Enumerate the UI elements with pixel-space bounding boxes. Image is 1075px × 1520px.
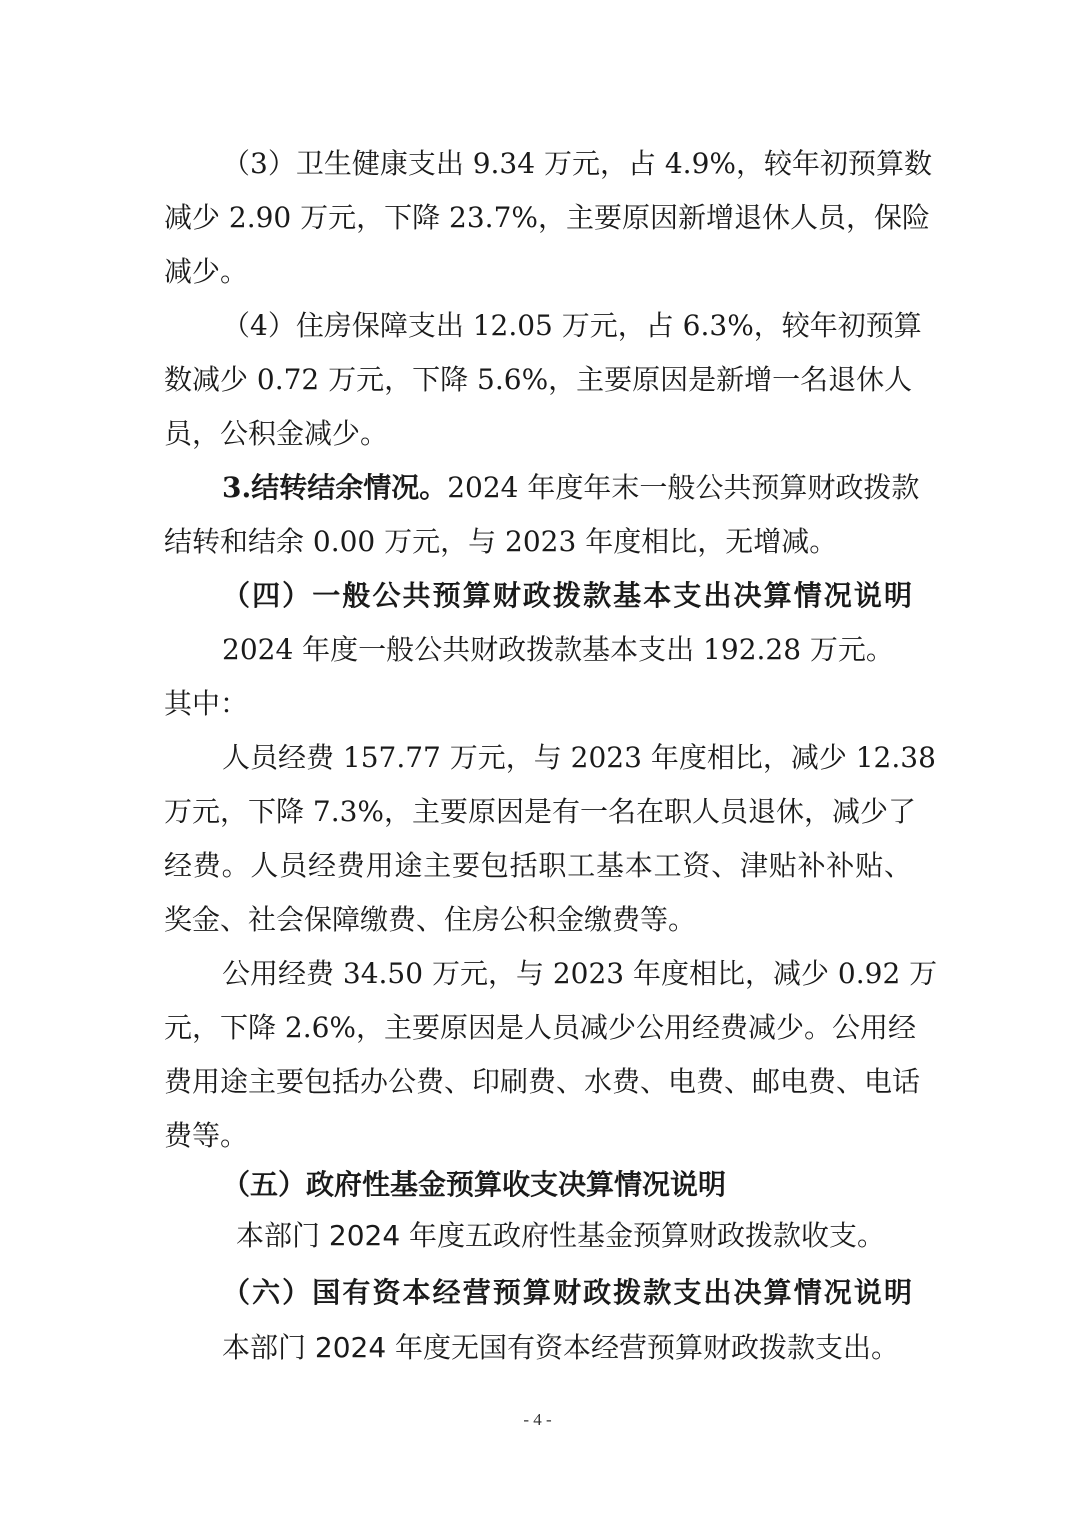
housing-expenditure-line-1: （4）住房保障支出 12.05 万元，占 6.3%，较年初预算 (222, 309, 922, 342)
housing-expenditure-line-2: 数减少 0.72 万元，下降 5.6%，主要原因是新增一名退休人 (164, 363, 913, 396)
section-six-text: 本部门 2024 年度无国有资本经营预算财政拨款支出。 (222, 1331, 900, 1364)
carryover-heading: 3.结转结余情况。 (222, 471, 448, 504)
section-six-heading: （六）国有资本经营预算财政拨款支出决算情况说明 (222, 1276, 912, 1309)
section-five-text: 本部门 2024 年度五政府性基金预算财政拨款收支。 (236, 1219, 886, 1252)
personnel-cost-line-3: 经费。人员经费用途主要包括职工基本工资、津贴补补贴、 (164, 849, 912, 882)
personnel-cost-line-1: 人员经费 157.77 万元，与 2023 年度相比，减少 12.38 (222, 741, 936, 774)
public-cost-line-3: 费用途主要包括办公费、印刷费、水费、电费、邮电费、电话 (164, 1065, 921, 1098)
basic-expenditure-total: 2024 年度一般公共财政拨款基本支出 192.28 万元。 (222, 633, 894, 666)
section-five-heading: （五）政府性基金预算收支决算情况说明 (222, 1168, 727, 1201)
basic-expenditure-among: 其中： (164, 687, 249, 720)
carryover-paragraph-line-2: 结转和结余 0.00 万元，与 2023 年度相比，无增减。 (164, 525, 838, 558)
public-cost-line-2: 元，下降 2.6%，主要原因是人员减少公用经费减少。公用经 (164, 1011, 917, 1044)
section-four-heading: （四）一般公共预算财政拨款基本支出决算情况说明 (222, 579, 912, 612)
health-expenditure-line-1: （3）卫生健康支出 9.34 万元，占 4.9%，较年初预算数 (222, 147, 932, 180)
housing-expenditure-line-3: 员，公积金减少。 (164, 417, 389, 450)
public-cost-line-4: 费等。 (164, 1119, 249, 1152)
personnel-cost-line-4: 奖金、社会保障缴费、住房公积金缴费等。 (164, 903, 697, 936)
carryover-text: 2024 年度年末一般公共预算财政拨款 (447, 471, 920, 504)
health-expenditure-line-3: 减少。 (164, 255, 249, 288)
carryover-paragraph-line-1 (222, 468, 920, 508)
page-number: - 4 - (523, 1410, 552, 1429)
public-cost-line-1: 公用经费 34.50 万元，与 2023 年度相比，减少 0.92 万 (222, 957, 938, 990)
health-expenditure-line-2: 减少 2.90 万元，下降 23.7%，主要原因新增退休人员，保险 (164, 201, 930, 234)
personnel-cost-line-2: 万元，下降 7.3%，主要原因是有一名在职人员退休，减少了 (164, 795, 917, 828)
